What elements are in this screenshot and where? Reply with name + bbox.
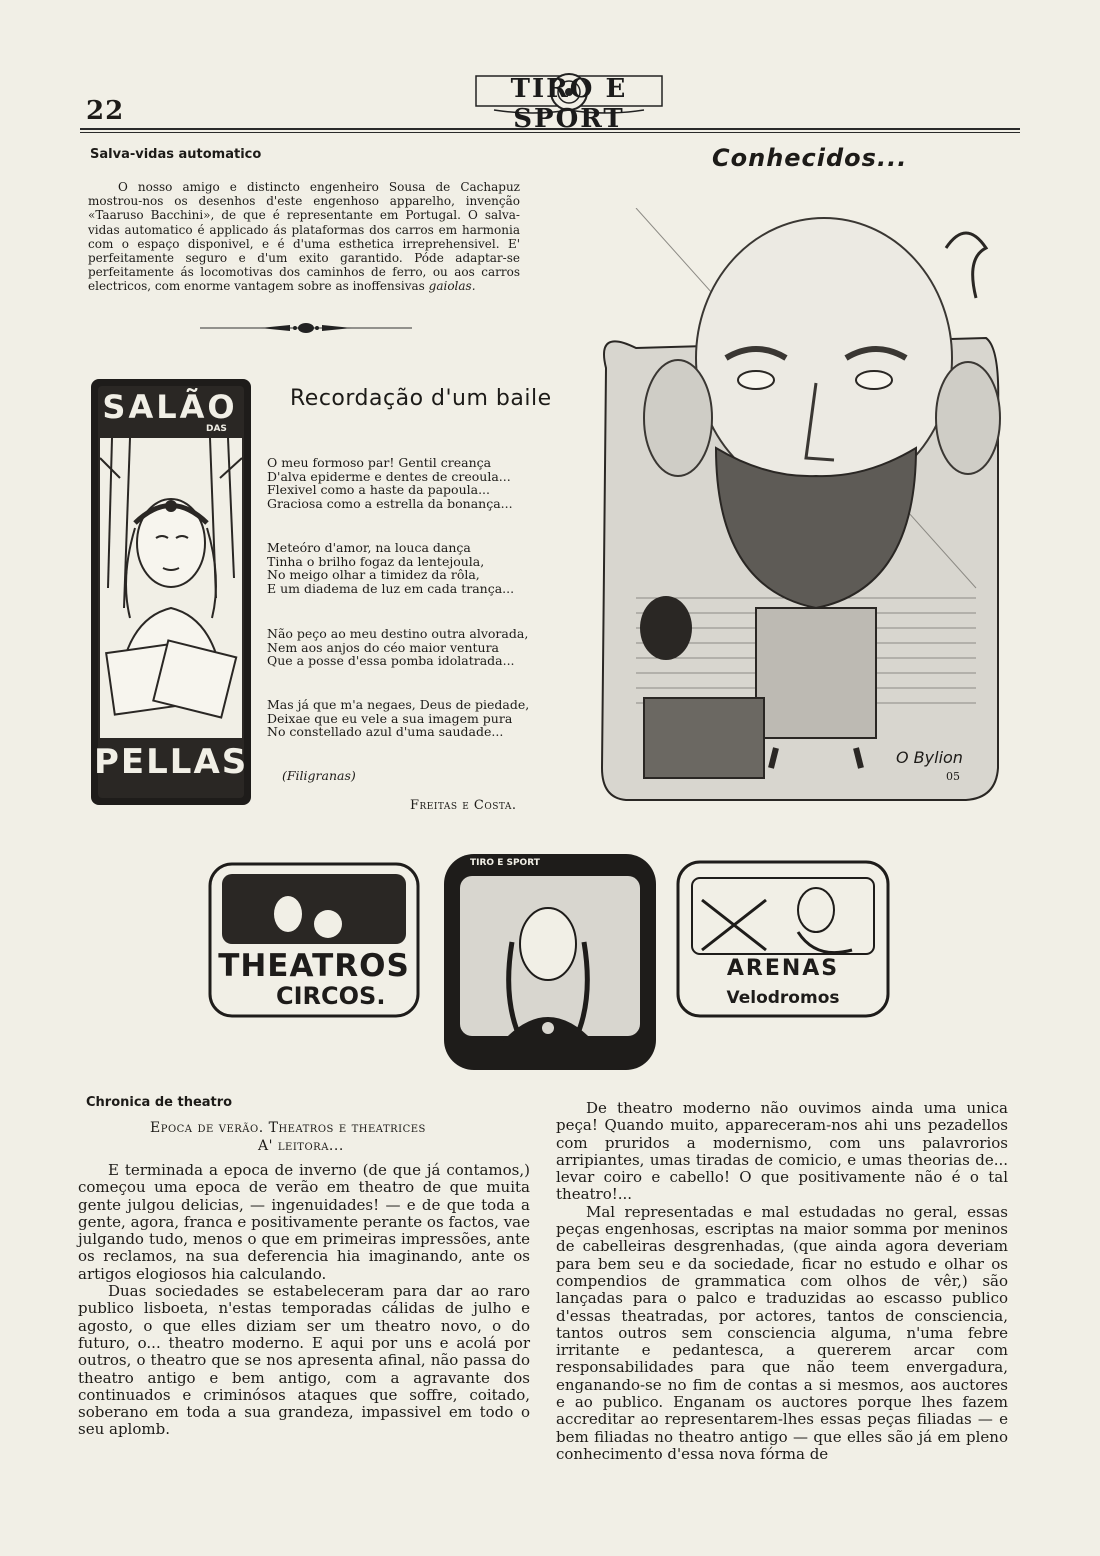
salao-panel-bottom-text: PELLAS bbox=[94, 742, 249, 782]
poem-line: No constellado azul d'uma saudade... bbox=[267, 724, 504, 739]
poem-line: No meigo olhar a timidez da rôla, bbox=[267, 567, 480, 582]
caricature-illustration bbox=[566, 208, 1012, 828]
chronica-subheading-1: Epoca de verão. Theatros e theatrices bbox=[150, 1120, 426, 1136]
poem-line: Meteóro d'amor, na louca dança bbox=[267, 540, 471, 555]
chronica-left-column bbox=[78, 1162, 530, 1439]
chronica-paragraph: E terminada a epoca de inverno (de que já contamos,) começou uma epoca de verão em theatro de que muita gente julgou delicias, — ingenuidades! — e de que toda a gente, agora, franca e positivamente perante os factos, vae julgando tudo, menos o que em primeiras impressões, ante os reclamos, na sua deferencia hia imaginando, ante os artigos elogiosos hia calculando. bbox=[78, 1161, 530, 1283]
poem-author: Freitas e Costa. bbox=[410, 798, 517, 813]
poem-line: Que a posse d'essa pomba idolatrada... bbox=[267, 653, 515, 668]
page-number: 22 bbox=[86, 96, 125, 126]
poem-line: Não peço ao meu destino outra alvorada, bbox=[267, 626, 529, 641]
ornamental-divider bbox=[200, 318, 412, 338]
poem-line: Mas já que m'a negaes, Deus de piedade, bbox=[267, 697, 530, 712]
salao-panel-top-text: SALÃO bbox=[102, 388, 238, 426]
poem-title: Recordação d'um baile bbox=[290, 386, 552, 411]
poem-line: E um diadema de luz em cada trança... bbox=[267, 580, 515, 596]
poem-line: Flexivel como a haste da papoula... bbox=[267, 482, 490, 497]
chronica-heading: Chronica de theatro bbox=[86, 1095, 233, 1110]
poem-line: Deixae que eu vele a sua imagem pura bbox=[267, 710, 513, 726]
masthead-title: TIRO E SPORT bbox=[510, 74, 628, 134]
poem-line: O meu formoso par! Gentil creança bbox=[267, 455, 492, 470]
poem-source: (Filigranas) bbox=[282, 768, 356, 783]
chronica-paragraph: Mal representadas e mal estudadas no geral, essas peças engenhosas, escriptas na maior somma por meninos de cabelleiras desgrenhadas, (que ainda agora deveriam para bem seu e da sociedade, ficar no estudo e olhar os compendios de grammatica com olhos de vêr,) são lançadas para o palco e traduzidas ao escasso publico d'essas theatradas, por actores, tantos de consciencia, tantos outros sem consciencia alguma, n'uma febre irritante e pedantesca, a quererem arcar com responsabilidades para que não teem envergadura, enganando-se no fim de contas a si mesmos, aos auctores e ao publico. Enganam os auctores porque lhes fazem accreditar ao representarem-lhes essas peças filiadas — e bem filiadas no theatro antigo — que elles são já em pleno conhecimento d'essa nova fórma de bbox=[556, 1202, 1008, 1463]
chronica-paragraph: De theatro moderno não ouvimos ainda uma unica peça! Quando muito, appareceram-nos ahi uns pezadellos com pruridos a modernismo, com uns palavrorios arripiantes, umas tiradas de comicio, e umas theorias de... levar coiro e cabello! O que positivamente não é o tal theatro!... bbox=[556, 1099, 1008, 1204]
poem-stanza-3 bbox=[267, 627, 547, 668]
caricature-year: 05 bbox=[946, 770, 960, 783]
chronica-subheading-2: A' leitora... bbox=[258, 1138, 344, 1154]
salva-vidas-heading: Salva-vidas automatico bbox=[90, 147, 262, 162]
salva-vidas-article bbox=[88, 180, 520, 294]
poem-stanza-2 bbox=[267, 541, 547, 595]
caricature-signature: O Bylion bbox=[896, 748, 963, 767]
arenas-line2: Velodromos bbox=[726, 988, 840, 1008]
poem-line: Nem aos anjos do céo maior ventura bbox=[267, 639, 500, 655]
theatros-line1: THEATROS bbox=[218, 948, 410, 984]
poem-line: Tinha o brilho fogaz da lentejoula, bbox=[267, 553, 485, 569]
salva-vidas-paragraph-end: gaiolas. bbox=[428, 279, 476, 294]
arenas-line1: ARENAS bbox=[726, 956, 840, 981]
theatros-line2: CIRCOS. bbox=[276, 982, 386, 1010]
poem-line: D'alva epiderme e dentes de creoula... bbox=[267, 468, 511, 484]
poem-stanza-1 bbox=[267, 456, 547, 510]
salao-panel-small-text: DAS bbox=[206, 424, 227, 434]
caricature-title: Conhecidos... bbox=[712, 144, 908, 172]
poem-line: Graciosa como a estrella da bonança... bbox=[267, 495, 513, 511]
poem-stanza-4 bbox=[267, 698, 547, 739]
chronica-paragraph: Duas sociedades se estabeleceram para dar ao raro publico lisboeta, n'estas temporadas cálidas de julho e agosto, o que elles diziam ser um theatro novo, o do futuro, o... theatro moderno. E aqui por uns e acolá por outros, o theatro que se nos apresenta afinal, não passa do theatro antigo e bem antigo, com a agravante dos continuados e criminósos ataques que soffre, coitado, soberano em toda a sua grandeza, impassivel em todo o seu aplomb. bbox=[78, 1282, 530, 1439]
tiro-sport-vignette-label: TIRO E SPORT bbox=[470, 858, 540, 868]
tiro-sport-vignette-illustration bbox=[442, 852, 658, 1072]
header-rule bbox=[80, 128, 1020, 133]
salva-vidas-paragraph: O nosso amigo e distincto engenheiro Sousa de Cachapuz mostrou-nos os desenhos d'este engenhoso apparelho, invenção «Taaruso Bacchini», de que é representante em Portugal. O salva-vidas automatico é applicado ás plataformas dos carros em harmonia com o espaço disponivel, e é d'uma esthetica irreprehensivel. E' perfeitamente seguro e d'um exito garantido. Póde adaptar-se perfeitamente ás locomotivas dos caminhos de ferro, ou aos carros electricos, com enorme vantagem sobre as inoffensivas bbox=[88, 180, 520, 294]
chronica-right-column bbox=[556, 1100, 1008, 1463]
